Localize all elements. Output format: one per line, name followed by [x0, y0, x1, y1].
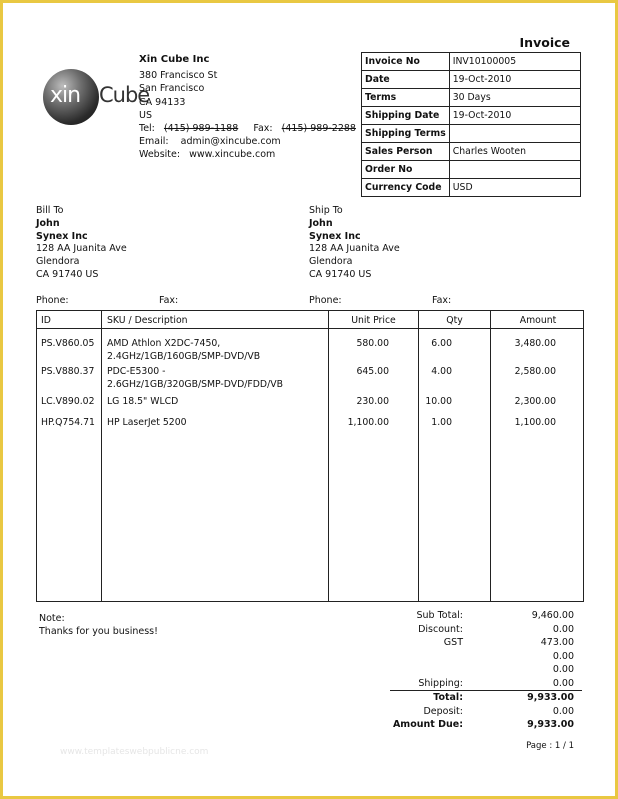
note-block [39, 612, 158, 638]
item-unit-price: 1,100.00 [347, 417, 389, 428]
ship-to-block [309, 205, 400, 282]
item-qty: 4.00 [431, 366, 452, 377]
meta-row [362, 161, 581, 179]
amount-due-label: Amount Due: [392, 719, 463, 730]
meta-value [449, 161, 580, 179]
meta-label: Sales Person [362, 143, 450, 161]
item-description-line2: 2.4GHz/1GB/160GB/SMP-DVD/VB [107, 350, 261, 362]
company-tel: (415) 989-1188 [163, 123, 239, 135]
meta-value: 19-Oct-2010 [449, 71, 580, 89]
total-label: Total: [433, 692, 463, 703]
column-divider [328, 311, 329, 601]
company-address1: 380 Francisco St [139, 70, 218, 82]
bill-to-heading: Bill To [36, 205, 64, 216]
email-label: Email: [139, 136, 169, 148]
totals-divider [390, 690, 582, 691]
invoice-page [3, 3, 615, 796]
item-description-line1: AMD Athlon X2DC-7450, [107, 338, 221, 349]
meta-value: INV10100005 [449, 53, 580, 71]
bill-to-fax-label: Fax: [159, 295, 179, 306]
item-qty: 10.00 [425, 396, 452, 407]
discount-label: Discount: [418, 624, 463, 635]
meta-value: Charles Wooten [449, 143, 580, 161]
item-unit-price: 230.00 [356, 396, 389, 407]
meta-row [362, 125, 581, 143]
item-id: HP.Q754.71 [41, 417, 95, 428]
item-amount: 3,480.00 [514, 338, 556, 349]
item-amount: 1,100.00 [514, 417, 556, 428]
gst-value: 473.00 [540, 637, 574, 648]
ship-to-line1: 128 AA Juanita Ave [309, 243, 400, 255]
deposit-label: Deposit: [423, 706, 463, 717]
bill-to-line1: 128 AA Juanita Ave [36, 243, 127, 255]
meta-row [362, 71, 581, 89]
gst-label: GST [443, 637, 463, 648]
bill-to-block [36, 205, 127, 282]
item-qty: 1.00 [431, 417, 452, 428]
website-label: Website: [139, 149, 181, 161]
meta-value: 19-Oct-2010 [449, 107, 580, 125]
ship-to-company: Synex Inc [309, 230, 361, 242]
note-label: Note: [39, 613, 65, 624]
meta-row [362, 53, 581, 71]
header-id: ID [41, 315, 51, 326]
item-amount: 2,300.00 [514, 396, 556, 407]
item-description-line1: LG 18.5" WLCD [107, 396, 179, 407]
company-email: admin@xincube.com [180, 136, 281, 148]
header-sku: SKU / Description [107, 315, 188, 326]
ship-to-contact: John [309, 217, 333, 229]
ship-to-heading: Ship To [309, 205, 343, 216]
column-divider [490, 311, 491, 601]
column-divider [101, 311, 102, 601]
header-amount: Amount [519, 315, 557, 326]
bill-to-line2: Glendora [36, 256, 80, 268]
item-id: LC.V890.02 [41, 396, 95, 407]
item-description [107, 396, 178, 409]
note-text: Thanks for you business! [39, 626, 158, 637]
item-description-line1: PDC-E5300 - [107, 366, 166, 377]
item-description-line1: HP LaserJet 5200 [107, 417, 187, 428]
ship-to-line2: Glendora [309, 256, 353, 268]
subtotal-value: 9,460.00 [531, 610, 574, 621]
bill-to-line3: CA 91740 US [36, 268, 99, 280]
company-email-line [139, 135, 356, 148]
bill-to-company: Synex Inc [36, 230, 88, 242]
deposit-value: 0.00 [552, 706, 574, 717]
discount-value: 0.00 [552, 624, 574, 635]
item-unit-price: 580.00 [356, 338, 389, 349]
page-number: Page : 1 / 1 [526, 741, 574, 751]
item-id: PS.V880.37 [41, 366, 95, 377]
item-description [107, 366, 283, 391]
company-info [139, 53, 356, 162]
amount-due-value: 9,933.00 [527, 719, 574, 730]
meta-value: 30 Days [449, 89, 580, 107]
meta-row [362, 179, 581, 197]
item-description [107, 338, 260, 363]
company-website: www.xincube.com [189, 149, 276, 161]
meta-label: Shipping Terms [362, 125, 450, 143]
item-unit-price: 645.00 [356, 366, 389, 377]
shipping-value: 0.00 [552, 678, 574, 689]
watermark: www.templateswebpublicne.com [60, 747, 209, 757]
meta-label: Invoice No [362, 53, 450, 71]
meta-label: Terms [362, 89, 450, 107]
company-country: US [139, 109, 152, 121]
logo-text-xin: xin [50, 83, 81, 108]
item-amount: 2,580.00 [514, 366, 556, 377]
fax-label: Fax: [253, 123, 273, 135]
logo-text-cube: Cube [99, 83, 150, 107]
subtotal-label: Sub Total: [416, 610, 463, 621]
company-address3: CA 94133 [139, 96, 186, 108]
meta-row [362, 89, 581, 107]
invoice-meta-table [361, 52, 581, 197]
meta-label: Order No [362, 161, 450, 179]
meta-row [362, 143, 581, 161]
item-description [107, 417, 187, 430]
extra-charge-1: 0.00 [552, 651, 574, 662]
company-address2: San Francisco [139, 83, 205, 95]
header-divider [37, 328, 583, 329]
meta-label: Shipping Date [362, 107, 450, 125]
total-value: 9,933.00 [527, 692, 574, 703]
bill-to-contact: John [36, 217, 60, 229]
company-website-line [139, 148, 356, 161]
column-divider [418, 311, 419, 601]
item-qty: 6.00 [431, 338, 452, 349]
shipping-label: Shipping: [418, 678, 463, 689]
meta-row [362, 107, 581, 125]
company-name: Xin Cube Inc [139, 54, 210, 65]
tel-label: Tel: [139, 123, 155, 135]
company-fax: (415) 989-2288 [281, 123, 356, 135]
ship-to-line3: CA 91740 US [309, 268, 372, 280]
line-items-table [36, 310, 584, 602]
meta-value: USD [449, 179, 580, 197]
document-title: Invoice [519, 35, 570, 50]
meta-label: Currency Code [362, 179, 450, 197]
header-unit-price: Unit Price [351, 315, 396, 326]
header-qty: Qty [446, 315, 463, 326]
company-phone-line [139, 122, 356, 135]
item-description-line2: 2.6GHz/1GB/320GB/SMP-DVD/FDD/VB [107, 378, 283, 390]
ship-to-fax-label: Fax: [432, 295, 452, 306]
meta-label: Date [362, 71, 450, 89]
meta-value [449, 125, 580, 143]
bill-to-phone-label: Phone: [36, 295, 69, 306]
extra-charge-2: 0.00 [552, 664, 574, 675]
item-id: PS.V860.05 [41, 338, 95, 349]
ship-to-phone-label: Phone: [309, 295, 342, 306]
